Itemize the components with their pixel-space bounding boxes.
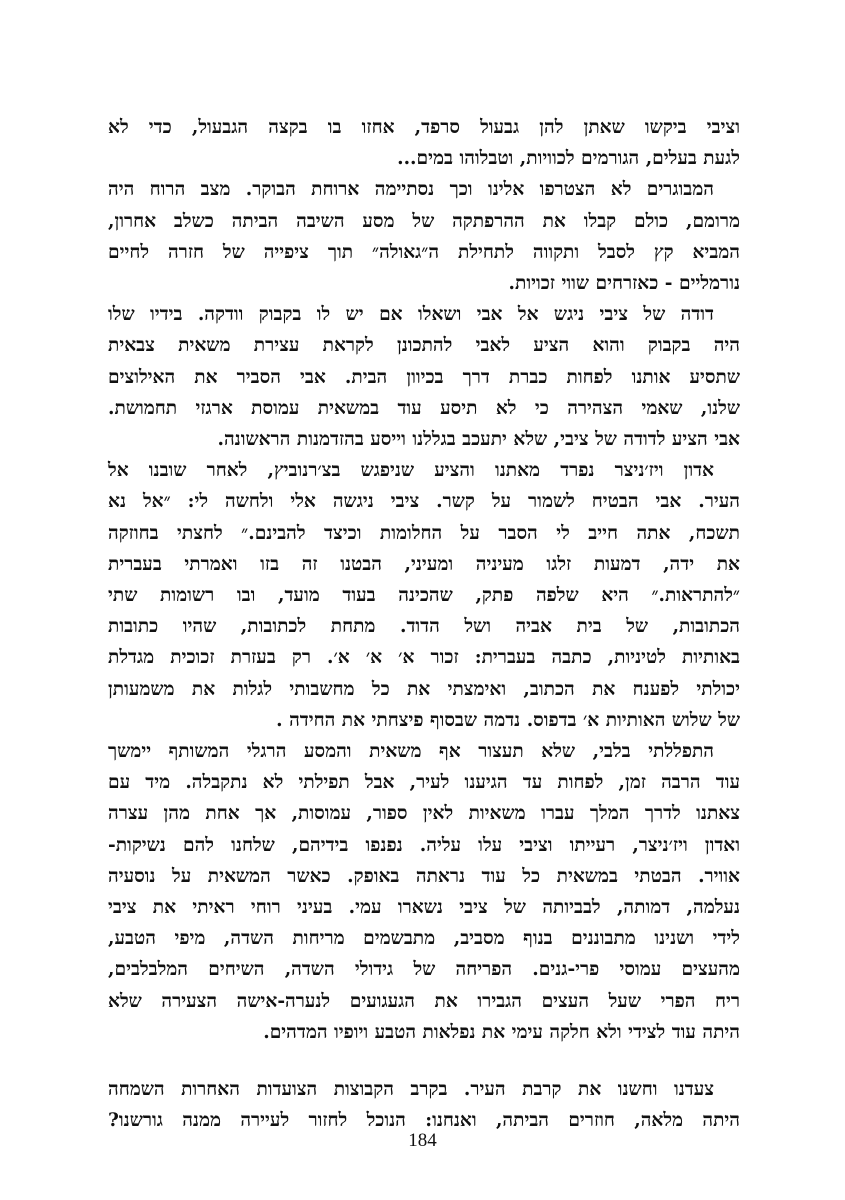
text-line: לגעת בעלים, הגורמים לכוויות, וטבלוהו במים... xyxy=(397,148,740,170)
text-line: אבי הציע לדודה של ציבי, שלא יתעכב בגללנו וייסע בהזדמנות הראשונה. xyxy=(217,429,740,451)
text-line: ריח הפרי שעל העצים הגבירו את הגעגועים לנערה-אישה הצעירה שלא xyxy=(108,990,740,1012)
text-line: אוויר. הבטתי במשאית כל עוד נראתה באופק. כאשר המשאית על נוסעיה xyxy=(108,865,740,887)
text-line: עוד הרבה זמן, לפחות עד הגיענו לעיר, אבל תפילתי לא נתקבלה. מיד עם xyxy=(108,772,740,794)
text-line: צאתנו לדרך המלך עברו משאיות לאין ספור, עמוסות, אך אחת מהן עצרה xyxy=(108,803,740,825)
text-line: שתסיע אותנו לפחות כברת דרך בכיוון הבית. אבי הסביר את האילוצים xyxy=(108,366,740,388)
text-line: המבוגרים לא הצטרפו אלינו וכך נסתיימה ארוחת הבוקר. מצב הרוח היה xyxy=(108,179,714,201)
text-line: של שלוש האותיות א׳ בדפוס. נדמה שבסוף פיצחתי את החידה . xyxy=(276,709,740,731)
text-line: נעלמה, דמותה, לבביותה של ציבי נשארו עמי. בעיני רוחי ראיתי את ציבי xyxy=(108,897,740,919)
page-number: 184 xyxy=(408,1130,437,1151)
text-line: מרומם, כולם קבלו את ההרפתקה של מסע השיבה הביתה כשלב אחרון, xyxy=(108,210,740,232)
text-line: היה בקבוק והוא הציע לאבי להתכונן לקראת עצירת משאית צבאית xyxy=(108,335,740,357)
text-line: המביא קץ לסבל ותקווה לתחילת ה״גאולה״ תוך ציפייה של חזרה לחיים xyxy=(108,241,740,263)
paragraph-spacer xyxy=(108,1048,740,1074)
paragraph-4 xyxy=(108,455,740,736)
text-line: היתה מלאה, חוזרים הביתה, ואנחנו: הנוכל לחזור לעיירה ממנה גורשנו? xyxy=(108,1110,740,1132)
text-line: צעדנו וחשנו את קרבת העיר. בקרב הקבוצות הצועדות האחרות השמחה xyxy=(108,1079,714,1101)
paragraph-3 xyxy=(108,299,740,455)
text-line: ״להתראות.״ היא שלפה פתק, שהכינה בעוד מועד, ובו רשומות שתי xyxy=(108,585,740,607)
text-line: ואדון ויז׳ניצר, רעייתו וציבי עלו עליה. נפנפו בידיהם, שלחנו להם נשיקות- xyxy=(108,834,740,856)
text-line: התפללתי בלבי, שלא תעצור אף משאית והמסע הרגלי המשותף יימשך xyxy=(108,741,714,763)
paragraph-5 xyxy=(108,736,740,1048)
text-line: העיר. אבי הבטיח לשמור על קשר. ציבי ניגשה אלי ולחשה לי: ״אל נא xyxy=(108,491,740,513)
text-line: נורמליים - כאזרחים שווי זכויות. xyxy=(508,273,740,295)
paragraph-2 xyxy=(108,174,740,299)
text-line: תשכח, אתה חייב לי הסבר על החלומות וכיצד להבינם.״ לחצתי בחוזקה xyxy=(108,522,740,544)
text-line: הכתובות, של בית אביה ושל הדוד. מתחת לכתובות, שהיו כתובות xyxy=(108,616,740,638)
text-line: שלנו, שאמי הצהירה כי לא תיסע עוד במשאית עמוסת ארגזי תחמושת. xyxy=(108,397,740,419)
paragraph-1 xyxy=(108,112,740,174)
text-line: את ידה, דמעות זלגו מעיניה ומעיני, הבטנו זה בזו ואמרתי בעברית xyxy=(108,553,740,575)
text-line: לידי ושנינו מתבוננים בנוף מסביב, מתבשמים מריחות השדה, מיפי הטבע, xyxy=(108,928,740,950)
text-line: אדון ויז׳ניצר נפרד מאתנו והציע שניפגש בצ׳רנוביץ, לאחר שובנו אל xyxy=(108,460,714,482)
page-body xyxy=(108,112,740,1137)
text-line: באותיות לטיניות, כתבה בעברית: זכור א׳ א׳ א׳. רק בעזרת זכוכית מגדלת xyxy=(108,647,740,669)
text-line: דודה של ציבי ניגש אל אבי ושאלו אם יש לו בקבוק וודקה. בידיו שלו xyxy=(108,304,714,326)
paragraph-6 xyxy=(108,1074,740,1136)
text-line: וציבי ביקשו שאתן להן גבעול סרפד, אחזו בו בקצה הגבעול, כדי לא xyxy=(108,117,740,138)
text-line: היתה עוד לצידי ולא חלקה עימי את נפלאות הטבע ויופיו המדהים. xyxy=(263,1021,740,1043)
text-line: מהעצים עמוסי פרי-גנים. הפריחה של גידולי השדה, השיחים המלבלבים, xyxy=(108,959,740,981)
text-line: יכולתי לפענח את הכתוב, ואימצתי את כל מחשבותי לגלות את משמעותן xyxy=(108,678,740,700)
